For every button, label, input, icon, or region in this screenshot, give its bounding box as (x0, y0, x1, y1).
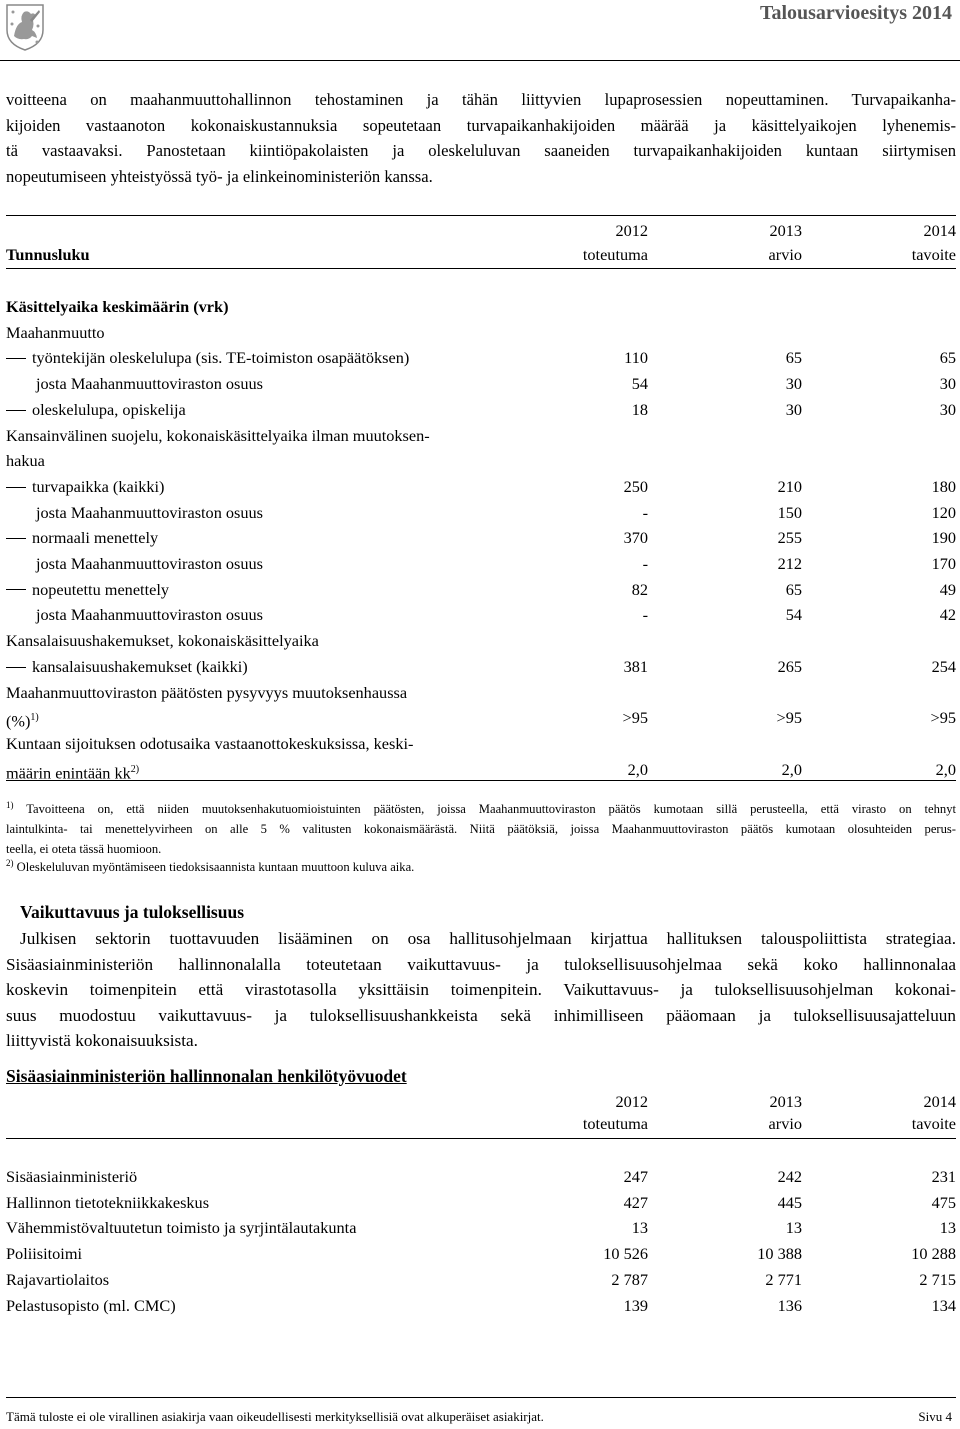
table-row (6, 500, 956, 526)
row-label-text: Maahanmuutto (6, 322, 105, 342)
row-value: 10 388 (757, 1244, 802, 1264)
row-value: 65 (785, 348, 802, 368)
col-type: toteutuma (582, 245, 648, 264)
row-value: 54 (631, 374, 648, 394)
footnote-1-line: Tavoitteena on, että niiden muutoksenhakutuomioistuinten päätösten, joissa Maahanmuuttoviraston päätös kumotaan sillä perusteella, että virasto on tehnyt (26, 802, 957, 817)
row-value: 139 (623, 1295, 648, 1315)
row-label-text: Kuntaan sijoituksen odotusaika vastaanottokeskuksissa, keski- (6, 733, 414, 753)
dash-marker (6, 358, 26, 359)
col-type: tavoite (911, 245, 956, 264)
row-label-text: josta Maahanmuuttoviraston osuus (36, 374, 264, 394)
row-label-text: josta Maahanmuuttoviraston osuus (36, 605, 264, 625)
row-label-text: oleskelulupa, opiskelija (32, 399, 186, 419)
row-label-text: Käsittelyaika keskimäärin (vrk) (6, 297, 229, 316)
row-label-text: kansalaisuushakemukset (kaikki) (32, 656, 248, 676)
table-row (6, 294, 956, 320)
col-year: 2014 (923, 221, 956, 240)
table-row (6, 654, 956, 680)
row-value: 231 (931, 1167, 956, 1186)
footnote-2-text: Oleskeluluvan myöntämiseen tiedoksisaannista kuntaan muuttoon kuluva aika. (16, 860, 415, 875)
dash-marker (6, 410, 26, 411)
row-value: 13 (939, 1218, 956, 1238)
row-label (6, 474, 164, 500)
row-value: 255 (777, 528, 802, 548)
row-label (6, 320, 105, 346)
col-type: arvio (768, 1114, 802, 1133)
section-line: suus muodostuu vaikuttavuus- ja tuloksellisuushankkeista sekä inhimilliseen pääomaan ja tuloksellisuusajatteluun (6, 1005, 956, 1025)
intro-line: voitteena on maahanmuuttohallinnon tehostaminen ja tähän liittyvien lupaprosessien nopeuttaminen. Turvapaikanha- (6, 90, 956, 109)
row-label-text: Vähemmistövaltuutetun toimisto ja syrjintälautakunta (6, 1218, 357, 1238)
row-value: 254 (931, 656, 956, 676)
footnote-1-mark: 1) (6, 800, 14, 810)
row-label-text: Hallinnon tietotekniikkakeskus (6, 1192, 210, 1212)
section-line: liittyvistä kokonaisuuksista. (6, 1031, 198, 1051)
row-value: 65 (785, 579, 802, 599)
table-row (6, 757, 956, 783)
table-row (6, 448, 956, 474)
intro-paragraph (6, 87, 956, 189)
row-label (6, 1241, 82, 1267)
row-value: >95 (622, 708, 648, 728)
row-label (6, 448, 45, 474)
row-label (6, 654, 248, 680)
row-value: 150 (777, 502, 802, 522)
dash-marker (6, 538, 26, 539)
row-value: 2,0 (935, 759, 956, 779)
row-value: 475 (931, 1192, 956, 1212)
row-value: 242 (777, 1167, 802, 1186)
table1-top-rule (6, 215, 956, 216)
row-value: 170 (931, 554, 956, 573)
row-label-text: Pelastusopisto (ml. CMC) (6, 1295, 176, 1315)
row-value: 247 (623, 1167, 648, 1186)
row-label-text: (%) (6, 711, 31, 731)
dash-marker (6, 487, 26, 488)
table-row (6, 551, 956, 577)
row-label (6, 1215, 356, 1241)
table-row (6, 731, 956, 757)
table-row (6, 680, 956, 706)
row-label-text: Rajavartiolaitos (6, 1269, 110, 1289)
intro-line: tä vastaavaksi. Panostetaan kiintiöpakolaisten ja oleskeluluvan saaneiden turvapaikanhakijoiden kuntaan siirtymisen (6, 141, 956, 161)
row-label-text: Kansainvälinen suojelu, kokonaiskäsittelyaika ilman muutoksen- (6, 425, 430, 445)
row-label-text: Poliisitoimi (6, 1244, 83, 1264)
table1-header-label: Tunnusluku (6, 245, 90, 264)
row-value: 10 288 (911, 1244, 956, 1264)
table2-heading: Sisäasiainministeriön hallinnonalan henkilötyövuodet (6, 1066, 407, 1086)
table-row (6, 1190, 956, 1216)
row-value: 82 (631, 579, 648, 599)
table-row (6, 602, 956, 628)
row-label (6, 628, 319, 654)
row-value: 120 (931, 502, 956, 522)
row-label-text: Kansalaisuushakemukset, kokonaiskäsittelyaika (6, 631, 319, 651)
table-row (6, 345, 956, 371)
intro-line: nopeutumiseen yhteistyössä työ- ja elinkeinoministeriön kanssa. (6, 166, 433, 186)
dash-marker (6, 589, 26, 590)
table-row (6, 1215, 956, 1241)
row-value: - (642, 605, 648, 625)
row-value: 136 (777, 1295, 802, 1315)
row-value: 110 (624, 348, 648, 368)
section-line: Sisäasiainministeriön hallinnonalalla toteutetaan vaikuttavuus- ja tuloksellisuusohjelmaa sekä koko hallinnonalaa (6, 954, 956, 974)
table-row (6, 705, 956, 731)
row-label (36, 551, 263, 577)
row-value: 210 (777, 476, 802, 496)
row-value: 2 787 (611, 1269, 648, 1289)
row-value: 212 (777, 554, 802, 573)
col-type: toteutuma (582, 1114, 648, 1133)
row-label-text: josta Maahanmuuttoviraston osuus (36, 554, 264, 573)
row-label (6, 1267, 109, 1293)
table-row (6, 1241, 956, 1267)
footnote-1-line: laintulkinta- tai menettelyvirheen on alle 5 % valitusten kokonaismäärästä. Niitä päätöksiä, joissa Maahanmuuttoviraston päätös kumotaan olosuhteiden perus- (6, 822, 956, 837)
col-year: 2013 (769, 1092, 802, 1111)
row-value: 13 (631, 1218, 648, 1238)
row-value: 265 (777, 656, 802, 676)
table-row (6, 628, 956, 654)
row-label-text: määrin enintään kk (6, 763, 131, 783)
table-row (6, 397, 956, 423)
row-label (36, 500, 263, 526)
col-type: tavoite (911, 1114, 956, 1133)
row-label (36, 602, 263, 628)
intro-line: kijoiden vastaanoton kokonaiskustannuksia sopeutetaan turvapaikanhakijoiden määrää ja käsittelyaikojen lyhenemis- (6, 115, 956, 135)
row-value: 18 (631, 399, 648, 419)
row-value: 10 526 (603, 1244, 648, 1264)
footer-disclaimer: Tämä tuloste ei ole virallinen asiakirja vaan oikeudellisesti merkityksellisiä ovat alkuperäiset asiakirjat. (6, 1409, 544, 1424)
col-year: 2012 (615, 1092, 648, 1111)
col-type: arvio (768, 245, 802, 264)
row-value: 250 (623, 476, 648, 496)
row-value: 381 (623, 656, 648, 676)
row-value: 2,0 (627, 759, 648, 779)
footnote-2 (6, 853, 956, 877)
section-line: koskevin toimenpitein että virastotasolla yksittäisin toimenpitein. Vaikuttavuus- ja tuloksellisuusohjelman kokonai- (6, 980, 956, 1000)
table1-header-rule (6, 268, 956, 269)
footnote-1 (6, 795, 956, 859)
row-label (6, 577, 169, 603)
row-label-text: normaali menettely (32, 528, 159, 548)
row-value: - (642, 554, 648, 573)
footnote-2-mark: 2) (6, 858, 14, 868)
row-label-text: Maahanmuuttoviraston päätösten pysyvyys muutoksenhaussa (6, 682, 408, 702)
lion-emblem-icon (4, 2, 46, 52)
row-label-text: turvapaikka (kaikki) (32, 476, 165, 496)
header-rule (0, 60, 960, 61)
row-label-text: josta Maahanmuuttoviraston osuus (36, 502, 264, 522)
row-value: 65 (939, 348, 956, 368)
table-row (6, 423, 956, 449)
row-label-text: hakua (6, 451, 45, 471)
row-value: 49 (939, 579, 956, 599)
row-label (6, 423, 430, 449)
row-value: 30 (785, 399, 802, 419)
row-value: >95 (930, 708, 956, 728)
row-label-text: työntekijän oleskelulupa (sis. TE-toimiston osapäätöksen) (32, 348, 410, 368)
section-heading: Vaikuttavuus ja tuloksellisuus (20, 902, 245, 922)
document-title: Talousarvioesitys 2014 (759, 2, 952, 24)
row-label (6, 397, 186, 423)
row-label (36, 371, 263, 397)
row-label (6, 757, 139, 786)
row-label (6, 731, 413, 757)
row-value: 427 (623, 1192, 648, 1212)
row-label (6, 680, 407, 706)
col-year: 2013 (769, 221, 802, 240)
table-row (6, 1267, 956, 1293)
section-line: Julkisen sektorin tuottavuuden lisääminen on osa hallitusohjelmaan kirjattua hallituksen talouspoliittista strategiaa. (20, 929, 956, 948)
row-label (6, 525, 158, 551)
table1-header-row (6, 242, 956, 268)
row-value: >95 (776, 708, 802, 728)
row-label (6, 1164, 137, 1190)
page-number: Sivu 4 (918, 1409, 952, 1424)
row-value: 30 (939, 374, 956, 394)
section-paragraph (6, 926, 956, 1054)
table-row (6, 320, 956, 346)
table2-header-rule (6, 1138, 956, 1139)
table-row (6, 525, 956, 551)
row-value: 2 715 (919, 1269, 956, 1289)
footnote-ref: 2) (130, 763, 140, 775)
footnote-1-line: teella, ei oteta tässä huomioon. (6, 842, 162, 857)
row-value: 370 (623, 528, 648, 548)
table1-year-row (6, 218, 956, 244)
row-value: 2 771 (765, 1269, 802, 1289)
row-value: 30 (785, 374, 802, 394)
table-row (6, 474, 956, 500)
footnote-ref: 1) (30, 712, 39, 724)
row-label (6, 294, 229, 320)
dash-marker (6, 667, 26, 668)
row-value: 445 (777, 1192, 802, 1212)
table-row (6, 577, 956, 603)
row-value: 190 (931, 528, 956, 548)
row-value: 134 (931, 1295, 956, 1315)
row-label-text: Sisäasiainministeriö (6, 1167, 138, 1186)
row-value: 42 (939, 605, 956, 625)
footer-rule (6, 1397, 956, 1398)
row-value: 2,0 (781, 759, 802, 779)
row-label (6, 1190, 209, 1216)
row-value: - (642, 502, 648, 522)
table-row (6, 371, 956, 397)
row-label-text: nopeutettu menettely (32, 579, 169, 599)
table2-type-row (6, 1111, 956, 1137)
row-value: 54 (785, 605, 802, 625)
table-row (6, 1164, 956, 1190)
row-value: 13 (785, 1218, 802, 1238)
row-label (6, 1293, 176, 1319)
table-row (6, 1293, 956, 1319)
row-label (6, 345, 409, 371)
table1-bottom-rule (6, 780, 956, 781)
col-year: 2012 (615, 221, 648, 240)
col-year: 2014 (923, 1092, 956, 1111)
row-value: 180 (931, 476, 956, 496)
row-value: 30 (939, 399, 956, 419)
